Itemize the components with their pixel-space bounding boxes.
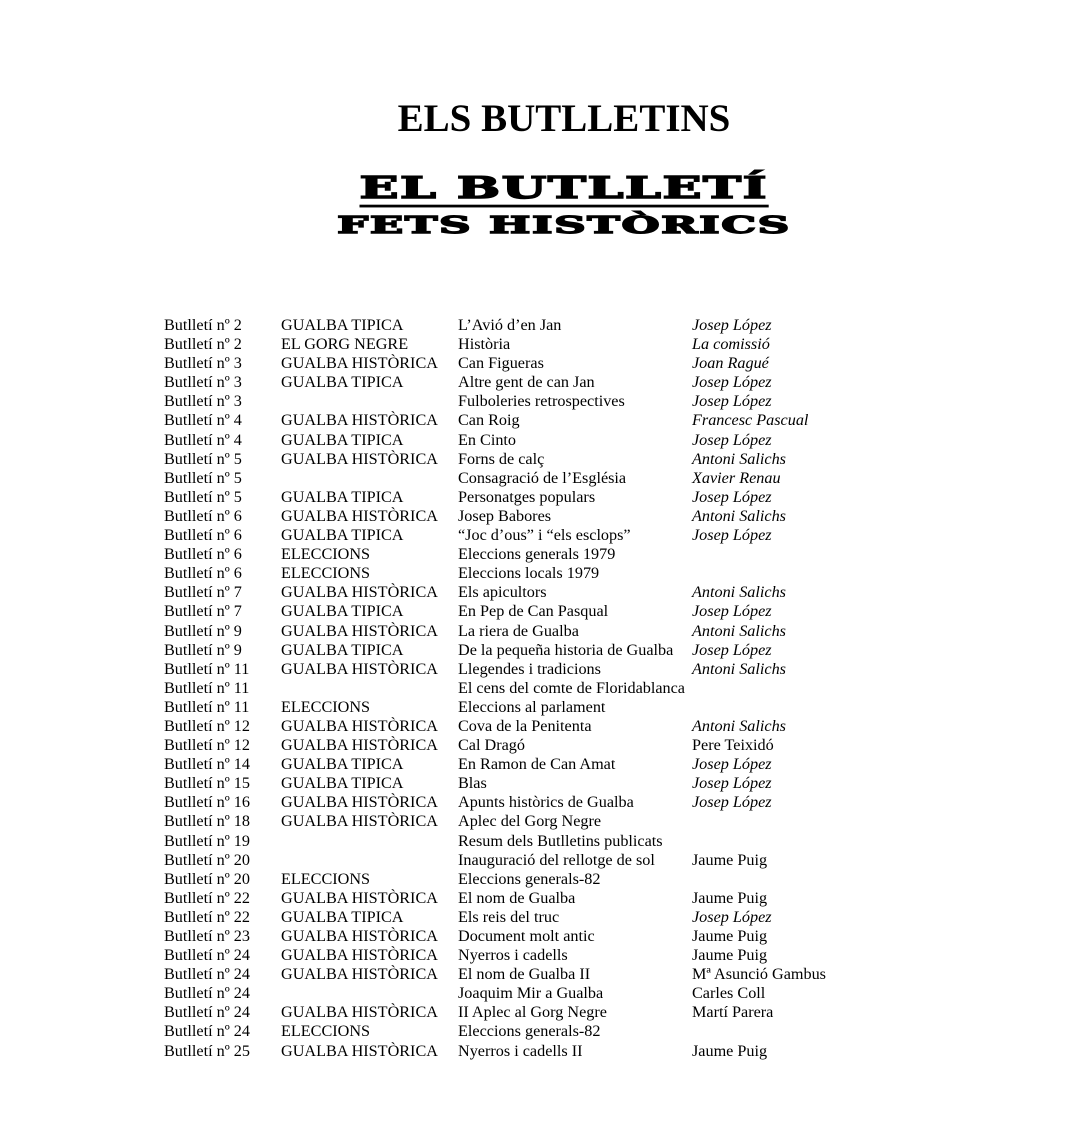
- bulletin-number: Butlletí nº 20: [164, 869, 250, 888]
- article-author: Josep López: [692, 907, 772, 926]
- bulletin-number: Butlletí nº 16: [164, 793, 250, 812]
- article-title: Eleccions generals 1979: [458, 545, 616, 564]
- bulletin-number: Butlletí nº 24: [164, 1003, 250, 1022]
- article-title: En Cinto: [458, 430, 517, 449]
- bulletin-number: Butlletí nº 7: [164, 602, 242, 621]
- bulletin-index-list: [164, 316, 924, 1061]
- article-title: La riera de Gualba: [458, 621, 579, 640]
- bulletin-number: Butlletí nº 3: [164, 354, 242, 373]
- article-author: Joan Ragué: [692, 354, 769, 373]
- article-title: Consagració de l’Església: [458, 468, 627, 487]
- article-author: La comissió: [692, 335, 770, 354]
- list-item: [164, 1003, 924, 1022]
- article-author: Jaume Puig: [692, 888, 768, 907]
- list-item: [164, 660, 924, 679]
- article-author: Josep López: [692, 755, 772, 774]
- bulletin-number: Butlletí nº 20: [164, 850, 250, 869]
- bulletin-number: Butlletí nº 11: [164, 697, 250, 716]
- section-name: GUALBA HISTÒRICA: [281, 736, 438, 755]
- list-item: [164, 889, 924, 908]
- article-title: Can Roig: [458, 411, 520, 430]
- section-name: GUALBA HISTÒRICA: [281, 793, 438, 812]
- section-name: GUALBA TIPICA: [281, 755, 404, 774]
- article-author: Pere Teixidó: [692, 736, 774, 755]
- article-title: De la pequeña historia de Gualba: [458, 640, 674, 659]
- article-title: Blas: [458, 774, 487, 793]
- list-item: [164, 641, 924, 660]
- article-author: Josep López: [692, 430, 772, 449]
- article-author: Josep López: [692, 526, 772, 545]
- list-item: [164, 927, 924, 946]
- list-item: [164, 373, 924, 392]
- section-name: GUALBA TIPICA: [281, 640, 404, 659]
- list-item: [164, 545, 924, 564]
- bulletin-number: Butlletí nº 6: [164, 545, 242, 564]
- bulletin-number: Butlletí nº 24: [164, 1022, 250, 1041]
- article-title: En Pep de Can Pasqual: [458, 602, 609, 621]
- section-name: GUALBA HISTÒRICA: [281, 354, 438, 373]
- bulletin-number: Butlletí nº 22: [164, 907, 250, 926]
- article-title: En Ramon de Can Amat: [458, 755, 616, 774]
- bulletin-number: Butlletí nº 5: [164, 449, 242, 468]
- article-author: Carles Coll: [692, 984, 766, 1003]
- article-author: Josep López: [692, 602, 772, 621]
- article-title: Resum dels Butlletins publicats: [458, 831, 663, 850]
- list-item: [164, 965, 924, 984]
- bulletin-number: Butlletí nº 24: [164, 984, 250, 1003]
- article-title: Inauguració del rellotge de sol: [458, 850, 655, 869]
- bulletin-number: Butlletí nº 5: [164, 487, 242, 506]
- list-item: [164, 698, 924, 717]
- list-item: [164, 450, 924, 469]
- article-title: Aplec del Gorg Negre: [458, 812, 602, 831]
- article-title: Joaquim Mir a Gualba: [458, 984, 604, 1003]
- article-author: Francesc Pascual: [692, 411, 809, 430]
- bulletin-number: Butlletí nº 23: [164, 927, 250, 945]
- article-title: Josep Babores: [458, 506, 552, 525]
- section-name: ELECCIONS: [281, 1022, 371, 1041]
- section-name: GUALBA TIPICA: [281, 907, 404, 926]
- bulletin-number: Butlletí nº 14: [164, 755, 250, 774]
- section-name: GUALBA HISTÒRICA: [281, 927, 438, 945]
- article-title: Història: [458, 335, 511, 354]
- list-item: [164, 564, 924, 583]
- article-title: II Aplec al Gorg Negre: [458, 1003, 607, 1022]
- bulletin-number: Butlletí nº 25: [164, 1041, 250, 1060]
- bulletin-number: Butlletí nº 12: [164, 736, 250, 755]
- article-author: Antoni Salichs: [692, 621, 786, 640]
- article-title: L’Avió d’en Jan: [458, 316, 562, 334]
- list-item: [164, 736, 924, 755]
- bulletin-number: Butlletí nº 11: [164, 678, 250, 697]
- bulletin-number: Butlletí nº 4: [164, 430, 242, 449]
- bulletin-number: Butlletí nº 3: [164, 392, 242, 411]
- article-author: Jaume Puig: [692, 850, 768, 869]
- list-item: [164, 602, 924, 621]
- bulletin-number: Butlletí nº 24: [164, 946, 250, 965]
- article-author: Antoni Salichs: [692, 659, 786, 678]
- section-name: GUALBA HISTÒRICA: [281, 506, 438, 525]
- article-title: Eleccions al parlament: [458, 697, 606, 716]
- section-name: GUALBA HISTÒRICA: [281, 1041, 438, 1060]
- article-author: Martí Parera: [692, 1003, 774, 1022]
- article-title: El cens del comte de Floridablanca: [458, 678, 685, 697]
- list-item: [164, 851, 924, 870]
- list-item: [164, 793, 924, 812]
- list-item: [164, 354, 924, 373]
- list-item: [164, 1022, 924, 1041]
- section-name: GUALBA HISTÒRICA: [281, 411, 438, 430]
- article-author: Josep López: [692, 316, 772, 334]
- article-title: Nyerros i cadells: [458, 946, 568, 965]
- article-title: Fulboleries retrospectives: [458, 392, 625, 411]
- list-item: [164, 469, 924, 488]
- list-item: [164, 411, 924, 430]
- section-name: ELECCIONS: [281, 545, 371, 564]
- list-item: [164, 507, 924, 526]
- section-name: GUALBA HISTÒRICA: [281, 621, 438, 640]
- list-item: [164, 832, 924, 851]
- section-name: GUALBA HISTÒRICA: [281, 965, 438, 984]
- article-title: Nyerros i cadells II: [458, 1041, 583, 1060]
- list-item: [164, 946, 924, 965]
- section-name: GUALBA HISTÒRICA: [281, 716, 438, 735]
- subtitle-line-2: FETS HISTÒRICS: [337, 211, 791, 240]
- list-item: [164, 392, 924, 411]
- bulletin-number: Butlletí nº 9: [164, 621, 242, 640]
- list-item: [164, 583, 924, 602]
- bulletin-number: Butlletí nº 6: [164, 506, 242, 525]
- list-item: [164, 908, 924, 927]
- article-author: Josep López: [692, 392, 772, 411]
- subtitle-el-butlleti: [0, 170, 1080, 209]
- section-name: GUALBA TIPICA: [281, 316, 404, 334]
- bulletin-number: Butlletí nº 18: [164, 812, 250, 831]
- section-name: GUALBA HISTÒRICA: [281, 1003, 438, 1022]
- section-name: GUALBA HISTÒRICA: [281, 888, 438, 907]
- article-author: Antoni Salichs: [692, 583, 786, 602]
- section-name: EL GORG NEGRE: [281, 335, 409, 354]
- list-item: [164, 431, 924, 450]
- list-item: [164, 870, 924, 889]
- list-item: [164, 812, 924, 831]
- article-title: Document molt antic: [458, 927, 595, 945]
- bulletin-number: Butlletí nº 2: [164, 316, 242, 334]
- subtitle-fets-historics: [0, 212, 1080, 239]
- article-title: Altre gent de can Jan: [458, 373, 595, 392]
- bulletin-number: Butlletí nº 19: [164, 831, 250, 850]
- bulletin-number: Butlletí nº 11: [164, 659, 250, 678]
- bulletin-number: Butlletí nº 2: [164, 335, 242, 354]
- section-name: ELECCIONS: [281, 697, 371, 716]
- section-name: GUALBA TIPICA: [281, 774, 404, 793]
- list-item: [164, 984, 924, 1003]
- bulletin-number: Butlletí nº 4: [164, 411, 242, 430]
- list-item: [164, 316, 924, 335]
- article-author: Antoni Salichs: [692, 506, 786, 525]
- article-title: Personatges populars: [458, 487, 596, 506]
- section-name: GUALBA HISTÒRICA: [281, 659, 438, 678]
- section-name: GUALBA TIPICA: [281, 487, 404, 506]
- article-title: Els reis del truc: [458, 907, 560, 926]
- article-author: Josep López: [692, 774, 772, 793]
- section-name: GUALBA HISTÒRICA: [281, 812, 438, 831]
- bulletin-number: Butlletí nº 6: [164, 564, 242, 583]
- article-title: Forns de calç: [458, 449, 545, 468]
- list-item: [164, 679, 924, 698]
- section-name: ELECCIONS: [281, 564, 371, 583]
- list-item: [164, 717, 924, 736]
- article-title: Els apicultors: [458, 583, 547, 602]
- bulletin-number: Butlletí nº 12: [164, 716, 250, 735]
- article-title: Eleccions generals-82: [458, 1022, 601, 1041]
- list-item: [164, 622, 924, 641]
- list-item: [164, 488, 924, 507]
- list-item: [164, 526, 924, 545]
- section-name: GUALBA HISTÒRICA: [281, 946, 438, 965]
- article-title: “Joc d’ous” i “els esclops”: [458, 526, 631, 545]
- section-name: GUALBA HISTÒRICA: [281, 449, 438, 468]
- bulletin-number: Butlletí nº 22: [164, 888, 250, 907]
- article-author: Josep López: [692, 487, 772, 506]
- article-author: Xavier Renau: [692, 468, 781, 487]
- article-title: Eleccions locals 1979: [458, 564, 600, 583]
- section-name: GUALBA TIPICA: [281, 526, 404, 545]
- article-author: Jaume Puig: [692, 1041, 768, 1060]
- bulletin-number: Butlletí nº 6: [164, 526, 242, 545]
- bulletin-number: Butlletí nº 5: [164, 468, 242, 487]
- article-author: Josep López: [692, 793, 772, 812]
- list-item: [164, 755, 924, 774]
- section-name: GUALBA TIPICA: [281, 373, 404, 392]
- bulletin-number: Butlletí nº 3: [164, 373, 242, 392]
- article-author: Jaume Puig: [692, 946, 768, 965]
- page-title: ELS BUTLLETINS: [397, 97, 731, 140]
- bulletin-number: Butlletí nº 24: [164, 965, 250, 984]
- list-item: [164, 335, 924, 354]
- bulletin-number: Butlletí nº 7: [164, 583, 242, 602]
- article-author: Antoni Salichs: [692, 716, 786, 735]
- section-name: GUALBA TIPICA: [281, 430, 404, 449]
- list-item: [164, 1042, 924, 1061]
- bulletin-number: Butlletí nº 9: [164, 640, 242, 659]
- article-author: Antoni Salichs: [692, 449, 786, 468]
- article-title: Cova de la Penitenta: [458, 716, 592, 735]
- list-item: [164, 774, 924, 793]
- bulletin-number: Butlletí nº 15: [164, 774, 250, 793]
- section-name: ELECCIONS: [281, 869, 371, 888]
- section-name: GUALBA HISTÒRICA: [281, 583, 438, 602]
- article-title: Llegendes i tradicions: [458, 659, 601, 678]
- article-title: El nom de Gualba II: [458, 965, 591, 984]
- article-author: Josep López: [692, 640, 772, 659]
- article-author: Jaume Puig: [692, 927, 768, 945]
- article-title: Cal Dragó: [458, 736, 525, 755]
- article-author: Mª Asunció Gambus: [692, 965, 826, 984]
- subtitle-line-1: EL BUTLLETÍ: [359, 169, 769, 206]
- section-name: GUALBA TIPICA: [281, 602, 404, 621]
- article-title: Can Figueras: [458, 354, 544, 373]
- article-title: Eleccions generals-82: [458, 869, 601, 888]
- article-title: Apunts històrics de Gualba: [458, 793, 634, 812]
- article-title: El nom de Gualba: [458, 888, 576, 907]
- article-author: Josep López: [692, 373, 772, 392]
